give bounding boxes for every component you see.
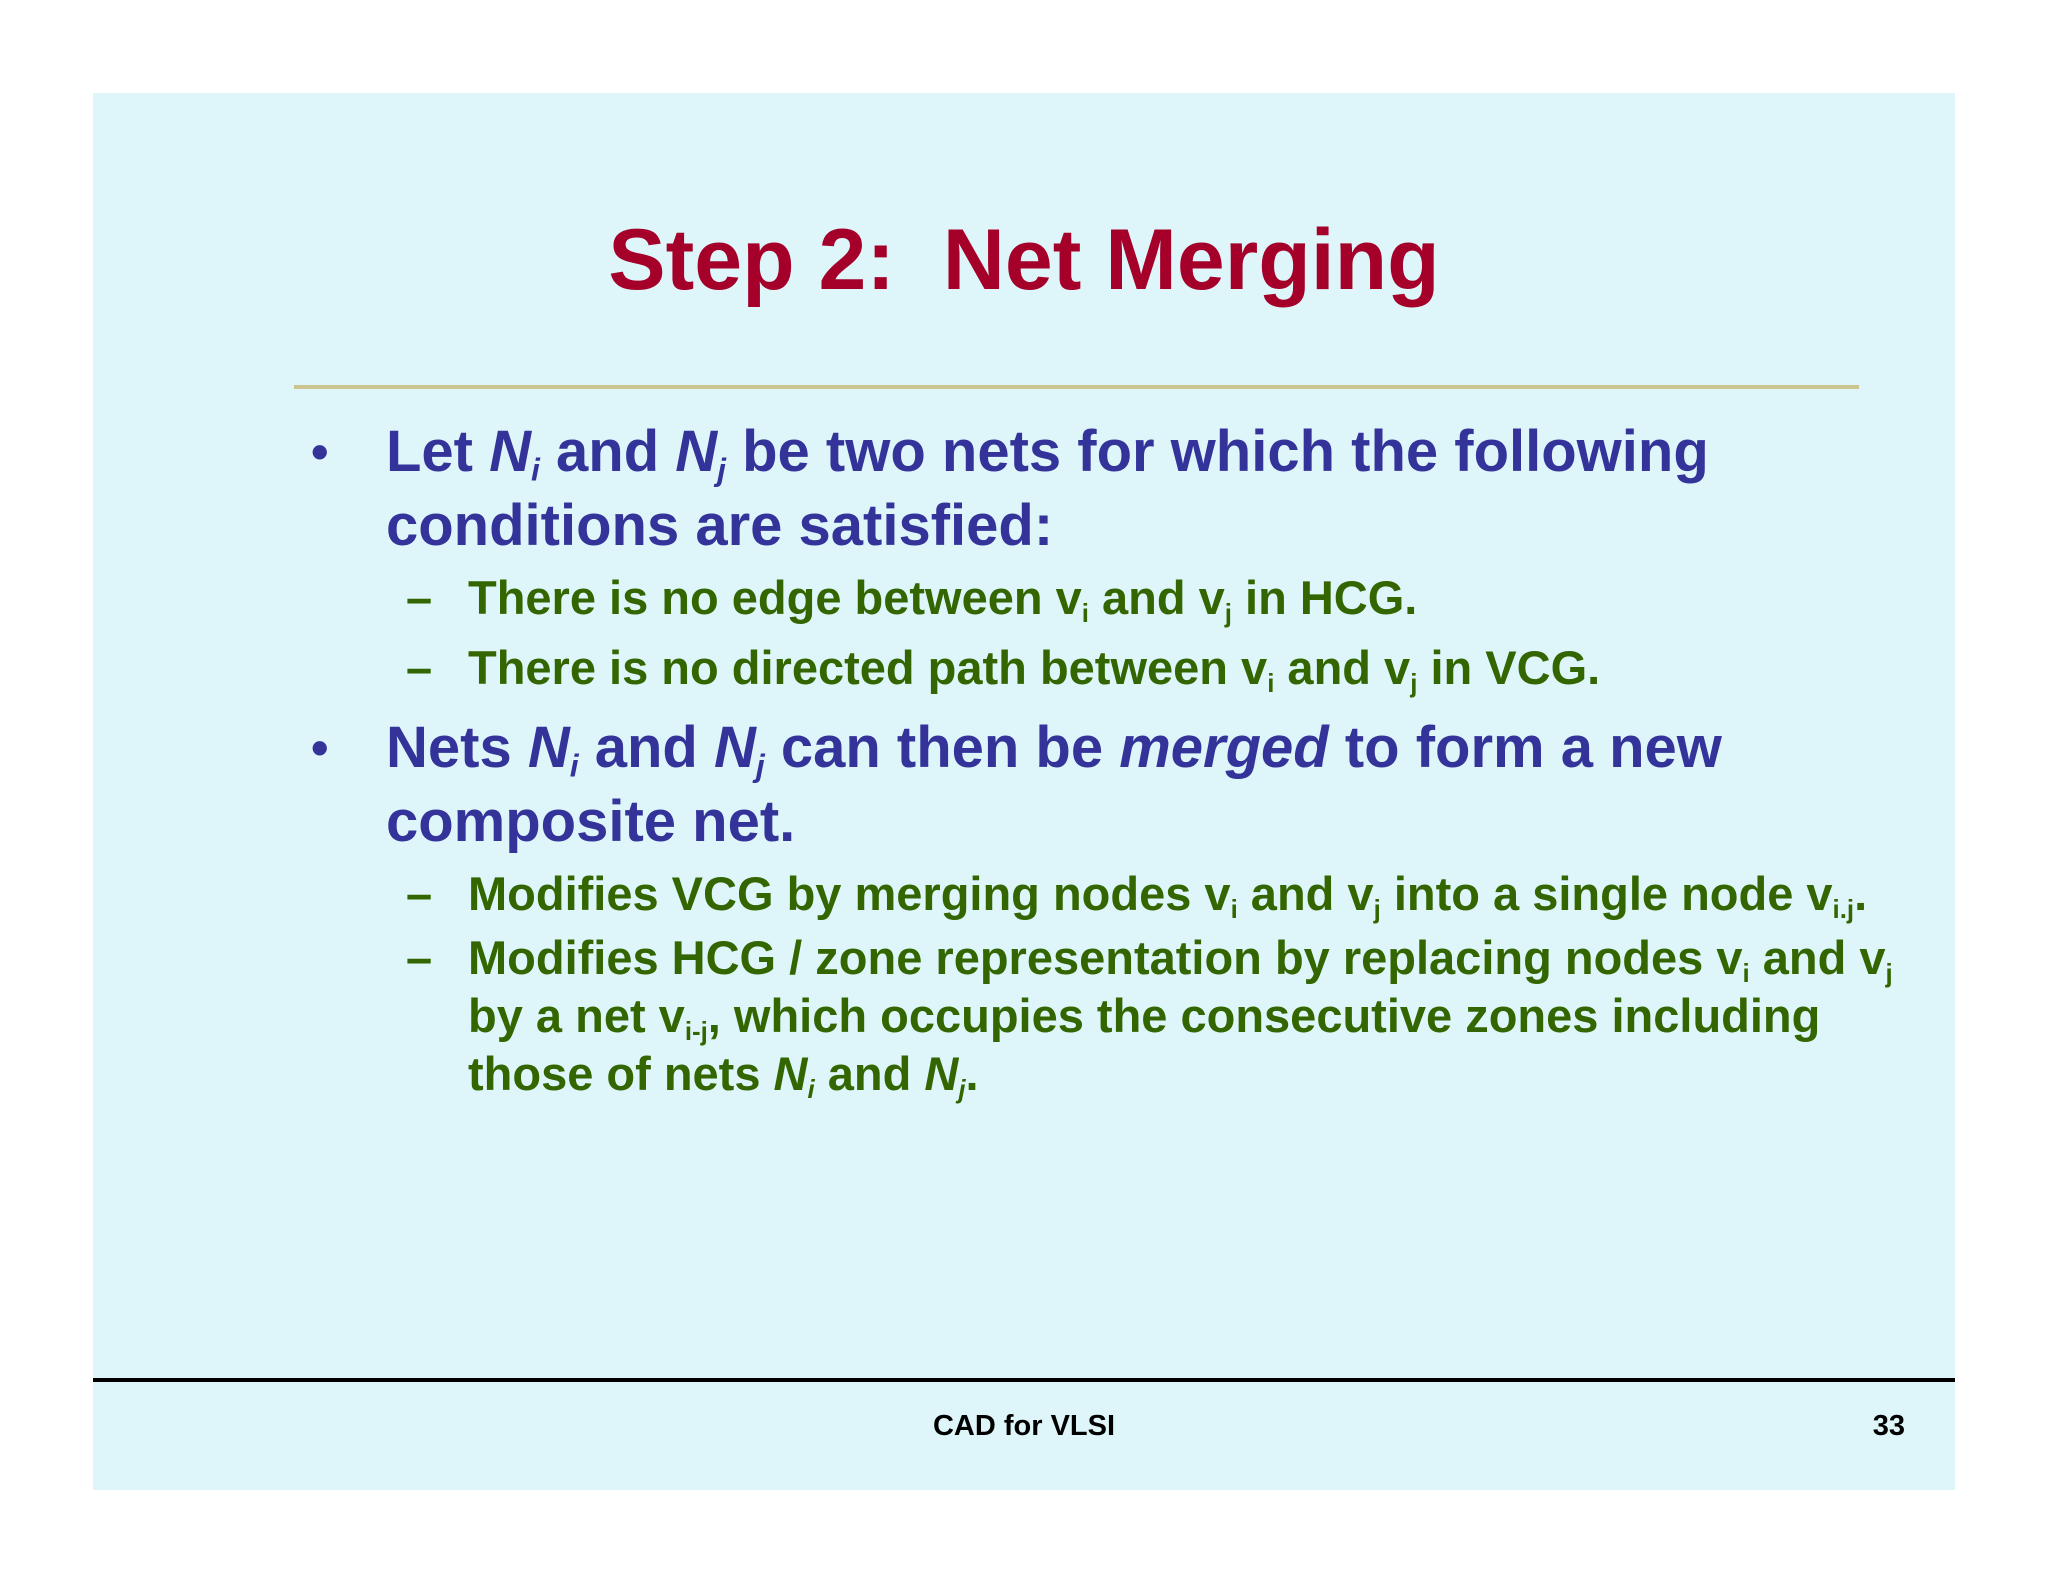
subscript: i xyxy=(1230,895,1238,924)
net-subscript: i xyxy=(531,451,540,488)
sub-text: into a single node v xyxy=(1380,867,1833,920)
sub-text: , which occupies the consecutive zones including those of nets xyxy=(468,989,1821,1100)
bullet-2 xyxy=(213,711,1893,859)
sub-text: by a net v xyxy=(468,989,685,1042)
bullet-text: and xyxy=(539,419,676,484)
subscript: i-j xyxy=(684,1017,708,1046)
footer-divider xyxy=(93,1378,1955,1382)
net-subscript: i xyxy=(569,747,579,784)
title-divider xyxy=(294,385,1859,389)
sub-bullet-2-1 xyxy=(213,865,1893,923)
net-subscript: j xyxy=(958,1075,966,1104)
bullet-marker: • xyxy=(311,720,329,776)
sub-text: and v xyxy=(1237,867,1374,920)
sub-text: and xyxy=(814,1047,925,1100)
sub-text: and v xyxy=(1749,931,1886,984)
emphasis-text: merged xyxy=(1119,715,1329,780)
bullet-text: Nets xyxy=(386,715,528,780)
net-symbol: N xyxy=(489,419,532,484)
sub-text: in VCG. xyxy=(1417,641,1601,694)
sub-bullet-marker: – xyxy=(406,571,433,624)
net-symbol: N xyxy=(773,1047,808,1100)
subscript: i xyxy=(1267,669,1275,698)
slide-title: Step 2: Net Merging xyxy=(608,212,1440,308)
subscript: j xyxy=(1410,669,1418,698)
sub-text: Modifies HCG / zone representation by replacing nodes v xyxy=(468,931,1743,984)
bullet-1 xyxy=(213,415,1893,563)
sub-text: There is no edge between v xyxy=(468,571,1082,624)
net-subscript: j xyxy=(755,747,765,784)
sub-text: and v xyxy=(1088,571,1225,624)
sub-bullet-marker: – xyxy=(406,867,433,920)
sub-text: There is no directed path between v xyxy=(468,641,1268,694)
net-symbol: N xyxy=(924,1047,959,1100)
bullet-text: to form a new composite net. xyxy=(386,715,1722,854)
bullet-marker: • xyxy=(311,424,329,480)
sub-bullet-1-2 xyxy=(213,639,1893,697)
slide-content xyxy=(213,415,1893,1103)
sub-bullet-marker: – xyxy=(406,931,433,984)
sub-bullet-marker: – xyxy=(406,641,433,694)
footer-title: CAD for VLSI xyxy=(932,1410,1116,1442)
sub-text: and v xyxy=(1274,641,1411,694)
sub-text: Modifies VCG by merging nodes v xyxy=(468,867,1231,920)
bullet-text: Let xyxy=(386,419,490,484)
sub-text: . xyxy=(965,1047,979,1100)
bullet-text: be two nets for which the following conditions are satisfied: xyxy=(386,419,1709,558)
sub-bullet-1-1 xyxy=(213,569,1893,627)
page-number: 33 xyxy=(1872,1410,1905,1442)
subscript: j xyxy=(1885,959,1893,988)
net-symbol: N xyxy=(713,715,756,780)
net-subscript: i xyxy=(807,1075,815,1104)
sub-bullet-2-2 xyxy=(213,929,1893,1103)
subscript: j xyxy=(1373,895,1381,924)
net-subscript: j xyxy=(717,451,726,488)
subscript: i.j xyxy=(1832,895,1855,924)
sub-text: . xyxy=(1854,867,1868,920)
net-symbol: N xyxy=(675,419,718,484)
slide xyxy=(93,93,1955,1490)
subscript: i xyxy=(1081,599,1089,628)
sub-text: in HCG. xyxy=(1231,571,1418,624)
subscript: j xyxy=(1224,599,1232,628)
subscript: i xyxy=(1742,959,1750,988)
bullet-text: can then be xyxy=(764,715,1120,780)
net-symbol: N xyxy=(527,715,570,780)
bullet-text: and xyxy=(578,715,714,780)
